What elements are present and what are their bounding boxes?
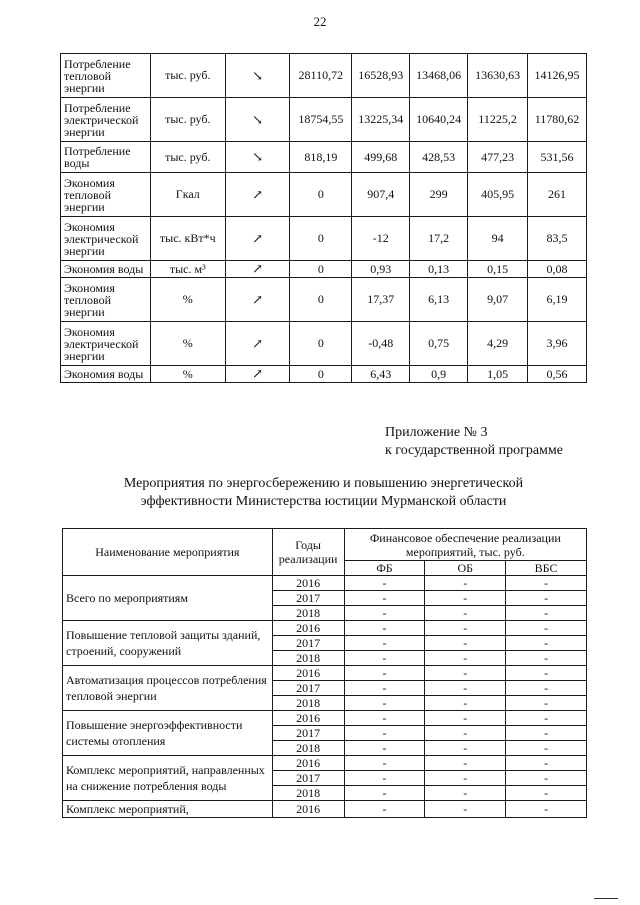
measure-name: Автоматизация процессов потребления тепловой энергии [63,666,273,711]
indicator-row [61,322,587,366]
indicator-row [61,261,587,278]
indicator-name: Потребление воды [61,142,151,173]
funding-ob: - [425,756,506,771]
indicator-unit: Гкал [150,173,225,217]
measure-year: 2016 [272,801,344,818]
indicator-value: 6,19 [528,278,587,322]
indicator-value: -0,48 [352,322,410,366]
indicator-value: 0 [290,261,352,278]
measure-year: 2018 [272,606,344,621]
indicator-value: 16528,93 [352,54,410,98]
funding-ob: - [425,591,506,606]
funding-fb: - [344,666,425,681]
measure-year: 2018 [272,786,344,801]
measure-year: 2016 [272,621,344,636]
indicator-value: 907,4 [352,173,410,217]
funding-ob: - [425,696,506,711]
funding-vbs: - [506,636,587,651]
indicator-value: 0,15 [468,261,528,278]
header-fb: ФБ [344,561,425,576]
funding-vbs: - [506,711,587,726]
funding-vbs: - [506,576,587,591]
funding-ob: - [425,726,506,741]
funding-fb: - [344,591,425,606]
measure-year: 2016 [272,756,344,771]
indicator-value: 0 [290,366,352,383]
measures-title-line-1: Мероприятия по энергосбережению и повышению энергетической [123,476,524,491]
header-years: Годы реализации [272,529,344,576]
indicator-value: 9,07 [468,278,528,322]
funding-vbs: - [506,606,587,621]
funding-vbs: - [506,771,587,786]
indicator-value: 13225,34 [352,98,410,142]
measure-year: 2016 [272,711,344,726]
measure-row [63,756,587,771]
funding-ob: - [425,711,506,726]
header-funding: Финансовое обеспечение реализации мероприятий, тыс. руб. [344,529,586,561]
funding-vbs: - [506,726,587,741]
indicator-value: 28110,72 [290,54,352,98]
funding-vbs: - [506,621,587,636]
indicator-value: 0 [290,217,352,261]
corner-mark [594,898,618,899]
indicator-value: 405,95 [468,173,528,217]
indicator-name: Экономия воды [61,366,151,383]
funding-fb: - [344,786,425,801]
indicator-value: 13468,06 [410,54,468,98]
funding-vbs: - [506,786,587,801]
funding-fb: - [344,711,425,726]
indicator-row [61,173,587,217]
indicator-value: 6,13 [410,278,468,322]
indicator-value: 13630,63 [468,54,528,98]
funding-vbs: - [506,666,587,681]
appendix-number: Приложение № 3 [385,425,488,440]
indicator-value: 0 [290,278,352,322]
funding-ob: - [425,741,506,756]
funding-fb: - [344,801,425,818]
measure-name: Комплекс мероприятий, [63,801,273,818]
indicator-row [61,142,587,173]
indicator-value: 17,37 [352,278,410,322]
measure-name: Повышение энергоэффективности системы отопления [63,711,273,756]
indicator-unit: тыс. кВт*ч [150,217,225,261]
funding-fb: - [344,726,425,741]
indicator-value: 0 [290,322,352,366]
trend-arrow-icon: ↘ [225,142,290,173]
measure-year: 2018 [272,696,344,711]
measure-name: Всего по мероприятиям [63,576,273,621]
trend-arrow-icon: ↗ [225,366,290,383]
measures-table [62,528,587,818]
measure-name: Комплекс мероприятий, направленных на снижение потребления воды [63,756,273,801]
funding-vbs: - [506,741,587,756]
header-measure-name: Наименование мероприятия [63,529,273,576]
funding-ob: - [425,606,506,621]
indicator-value: 0,56 [528,366,587,383]
funding-ob: - [425,681,506,696]
measure-year: 2018 [272,741,344,756]
measure-year: 2017 [272,681,344,696]
indicator-value: 17,2 [410,217,468,261]
trend-arrow-icon: ↗ [225,322,290,366]
indicator-row [61,54,587,98]
indicator-value: 0,08 [528,261,587,278]
indicator-value: 4,29 [468,322,528,366]
trend-arrow-icon: ↗ [225,261,290,278]
measure-row [63,711,587,726]
funding-fb: - [344,681,425,696]
header-ob: ОБ [425,561,506,576]
indicator-name: Экономия тепловой энергии [61,173,151,217]
indicator-value: 1,05 [468,366,528,383]
funding-vbs: - [506,756,587,771]
indicator-unit: тыс. руб. [150,54,225,98]
indicator-row [61,278,587,322]
funding-ob: - [425,786,506,801]
indicator-unit: % [150,366,225,383]
indicator-value: 11780,62 [528,98,587,142]
indicator-value: 18754,55 [290,98,352,142]
funding-vbs: - [506,681,587,696]
indicator-name: Экономия тепловой энергии [61,278,151,322]
funding-ob: - [425,666,506,681]
indicator-value: 261 [528,173,587,217]
trend-arrow-icon: ↘ [225,54,290,98]
indicator-value: 83,5 [528,217,587,261]
indicator-value: 531,56 [528,142,587,173]
appendix-note [385,424,563,460]
trend-arrow-icon: ↗ [225,217,290,261]
indicator-value: -12 [352,217,410,261]
measures-title [60,475,587,511]
indicator-value: 428,53 [410,142,468,173]
indicator-unit: тыс. м³ [150,261,225,278]
funding-fb: - [344,771,425,786]
funding-fb: - [344,741,425,756]
indicator-value: 0,13 [410,261,468,278]
indicator-value: 499,68 [352,142,410,173]
funding-ob: - [425,636,506,651]
funding-ob: - [425,621,506,636]
indicator-value: 818,19 [290,142,352,173]
indicator-value: 0 [290,173,352,217]
indicator-row [61,217,587,261]
indicator-value: 0,9 [410,366,468,383]
funding-fb: - [344,621,425,636]
funding-vbs: - [506,696,587,711]
funding-vbs: - [506,801,587,818]
indicator-unit: % [150,278,225,322]
measure-row [63,621,587,636]
measure-year: 2017 [272,726,344,741]
indicator-name: Потребление тепловой энергии [61,54,151,98]
indicator-row [61,366,587,383]
measure-row [63,666,587,681]
measure-year: 2017 [272,591,344,606]
indicator-unit: тыс. руб. [150,142,225,173]
indicator-name: Экономия воды [61,261,151,278]
indicator-value: 6,43 [352,366,410,383]
funding-ob: - [425,771,506,786]
indicator-value: 3,96 [528,322,587,366]
indicator-name: Потребление электрической энергии [61,98,151,142]
funding-fb: - [344,651,425,666]
funding-fb: - [344,576,425,591]
measure-year: 2017 [272,636,344,651]
funding-vbs: - [506,651,587,666]
page-number: 22 [313,14,327,29]
indicator-value: 0,93 [352,261,410,278]
trend-arrow-icon: ↗ [225,173,290,217]
indicator-value: 11225,2 [468,98,528,142]
funding-fb: - [344,606,425,621]
measures-title-line-2: эффективности Министерства юстиции Мурманской области [140,494,507,509]
indicator-name: Экономия электрической энергии [61,217,151,261]
indicator-value: 14126,95 [528,54,587,98]
appendix-reference: к государственной программе [385,443,563,458]
measure-name: Повышение тепловой защиты зданий, строений, сооружений [63,621,273,666]
measure-year: 2017 [272,771,344,786]
funding-fb: - [344,636,425,651]
indicator-value: 299 [410,173,468,217]
indicator-value: 0,75 [410,322,468,366]
indicator-unit: тыс. руб. [150,98,225,142]
indicator-name: Экономия электрической энергии [61,322,151,366]
funding-fb: - [344,756,425,771]
measure-year: 2016 [272,666,344,681]
indicator-row [61,98,587,142]
measure-year: 2016 [272,576,344,591]
funding-ob: - [425,801,506,818]
trend-arrow-icon: ↘ [225,98,290,142]
funding-fb: - [344,696,425,711]
measure-year: 2018 [272,651,344,666]
indicator-value: 10640,24 [410,98,468,142]
funding-ob: - [425,576,506,591]
indicator-value: 94 [468,217,528,261]
indicator-value: 477,23 [468,142,528,173]
funding-ob: - [425,651,506,666]
trend-arrow-icon: ↗ [225,278,290,322]
measure-row [63,576,587,591]
measure-row [63,801,587,818]
indicators-table [60,53,587,383]
funding-vbs: - [506,591,587,606]
header-vbs: ВБС [506,561,587,576]
indicator-unit: % [150,322,225,366]
